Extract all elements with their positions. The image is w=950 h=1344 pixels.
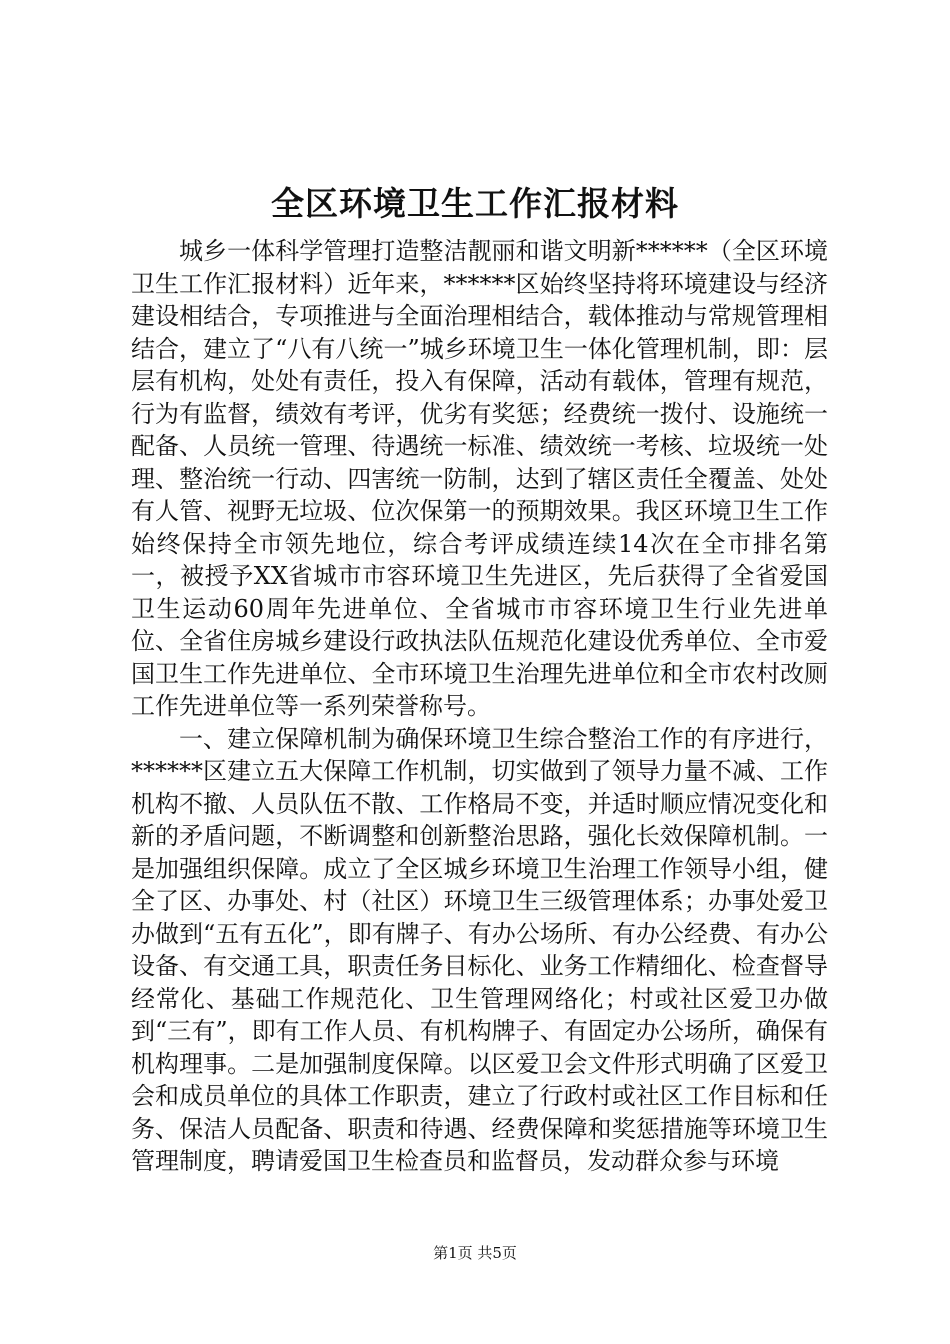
page-footer: 第1页 共5页 xyxy=(433,1244,517,1262)
document-body xyxy=(131,235,828,1178)
paragraph-section-1: 一、建立保障机制为确保环境卫生综合整治工作的有序进行，******区建立五大保障工作机制，切实做到了领导力量不减、工作机构不撤、人员队伍不散、工作格局不变，并适时顺应情况变化和新的矛盾问题，不断调整和创新整治思路，强化长效保障机制。一是加强组织保障。成立了全区城乡环境卫生治理工作领导小组，健全了区、办事处、村（社区）环境卫生三级管理体系；办事处爱卫办做到“五有五化”，即有牌子、有办公场所、有办公经费、有办公设备、有交通工具，职责任务目标化、业务工作精细化、检查督导经常化、基础工作规范化、卫生管理网络化；村或社区爱卫办做到“三有”，即有工作人员、有机构牌子、有固定办公场所，确保有机构理事。二是加强制度保障。以区爱卫会文件形式明确了区爱卫会和成员单位的具体工作职责，建立了行政村或社区工作目标和任务、保洁人员配备、职责和待遇、经费保障和奖惩措施等环境卫生管理制度，聘请爱国卫生检查员和监督员，发动群众参与环境 xyxy=(131,724,828,1175)
document-title: 全区环境卫生工作汇报材料 xyxy=(271,184,679,223)
paragraph-intro: 城乡一体科学管理打造整洁靓丽和谐文明新******（全区环境卫生工作汇报材料）近年来，******区始终坚持将环境建设与经济建设相结合，专项推进与全面治理相结合，载体推动与常规管理相结合，建立了“八有八统一”城乡环境卫生一体化管理机制，即：层层有机构，处处有责任，投入有保障，活动有载体，管理有规范，行为有监督，绩效有考评，优劣有奖惩；经费统一拨付、设施统一配备、人员统一管理、待遇统一标准、绩效统一考核、垃圾统一处理、整治统一行动、四害统一防制，达到了辖区责任全覆盖、处处有人管、视野无垃圾、位次保第一的预期效果。我区环境卫生工作始终保持全市领先地位，综合考评成绩连续14次在全市排名第一，被授予XX省城市市容环境卫生先进区，先后获得了全省爱国卫生运动60周年先进单位、全省城市市容环境卫生行业先进单位、全省住房城乡建设行政执法队伍规范化建设优秀单位、全市爱国卫生工作先进单位、全市环境卫生治理先进单位和全市农村改厕工作先进单位等一系列荣誉称号。 xyxy=(131,237,828,720)
